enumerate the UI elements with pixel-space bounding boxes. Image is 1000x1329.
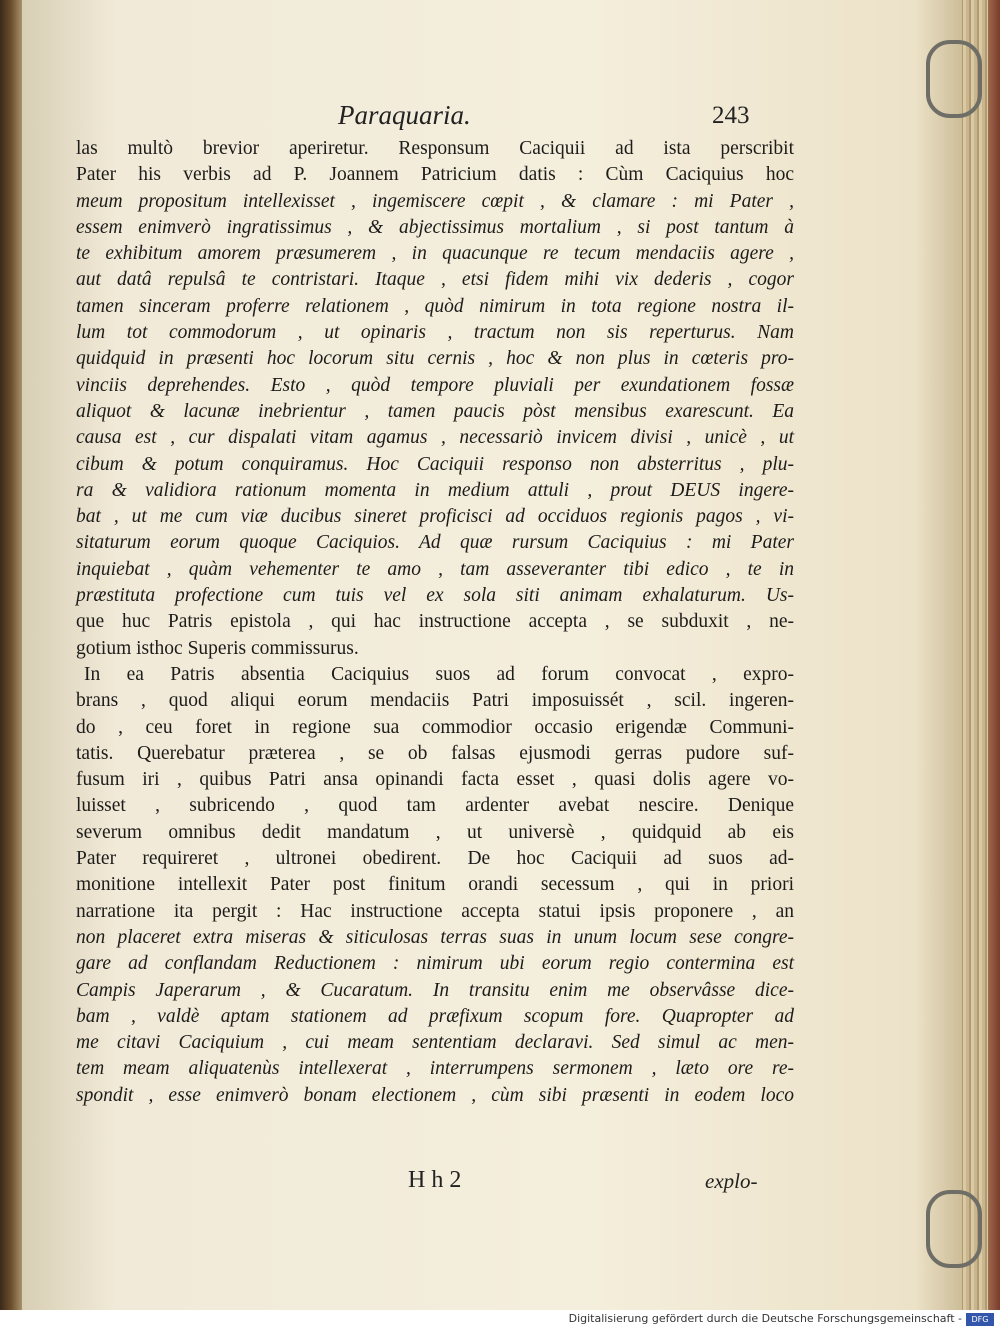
metal-clip-bottom — [926, 1190, 982, 1268]
text-line: tem meam aliquatenùs intellexerat , interrumpens sermonem , læto ore re- — [76, 1058, 794, 1080]
text-line: In ea Patris absentia Caciquius suos ad forum convocat , expro- — [84, 663, 794, 685]
text-line: aut datâ repulsâ te contristari. Itaque , etsi fidem mihi vix dederis , cogor — [76, 269, 794, 291]
text-line: inquiebat , quàm vehementer te amo , tam asseveranter tibi edico , te in — [76, 558, 794, 580]
book-cover-edge — [988, 0, 1000, 1310]
text-line: brans , quod aliqui eorum mendaciis Patri imposuissét , scil. ingeren- — [76, 690, 794, 712]
page-footer — [0, 1167, 1000, 1197]
text-line: te exhibitum amorem præsumerem , in quacunque re tecum mendaciis agere , — [76, 243, 794, 265]
text-line: Campis Japerarum , & Cucaratum. In transitu enim me observâsse dice- — [76, 979, 794, 1001]
text-line: severum omnibus dedit mandatum , ut universè , quidquid ab eis — [76, 821, 794, 843]
text-line: vinciis deprehendes. Esto , quòd tempore pluviali per exundationem fossæ — [76, 374, 794, 396]
text-line: tamen sinceram proferre relationem , quòd nimirum in tota regione nostra il- — [76, 295, 794, 317]
signature-mark: H h 2 — [408, 1167, 462, 1193]
text-line: non placeret extra miseras & siticulosas terras suas in unum locum sese congre- — [76, 926, 794, 948]
text-line: causa est , cur dispalati vitam agamus , necessariò invicem divisi , unicè , ut — [76, 427, 794, 449]
text-line: gare ad conflandam Reductionem : nimirum ubi eorum regio contermina est — [76, 953, 794, 975]
running-title: Paraquaria. — [338, 100, 471, 130]
page-number: 243 — [712, 102, 750, 129]
text-line: quidquid in præsenti hoc locorum situ cernis , hoc & non plus in cœteris pro- — [76, 348, 794, 370]
text-line: ra & validiora rationum momenta in medium attuli , prout DEUS ingere- — [76, 479, 794, 501]
text-line: Pater his verbis ad P. Joannem Patricium datis : Cùm Caciquius hoc — [76, 164, 794, 186]
digitization-footer — [0, 1310, 1000, 1329]
text-line: narratione ita pergit : Hac instructione accepta statui ipsis proponere , an — [76, 900, 794, 922]
body-text — [76, 136, 794, 1109]
text-line: bam , valdè aptam stationem ad præfixum scopum fore. Quapropter ad — [76, 1005, 794, 1027]
text-line: præstituta profectione cum tuis vel ex sola siti animam exhalaturum. Us- — [76, 585, 794, 607]
text-line: bat , ut me cum viæ ducibus sineret proficisci ad occiduos regionis pagos , vi- — [76, 506, 794, 528]
catchword: explo- — [705, 1169, 758, 1193]
text-line: tatis. Querebatur præterea , se ob falsas ejusmodi gerras pudore suf- — [76, 742, 794, 764]
text-line: gotium isthoc Superis commissurus. — [76, 637, 359, 659]
text-line: las multò brevior aperiretur. Responsum Caciquii ad ista perscribit — [76, 138, 794, 159]
text-line: meum propositum intellexisset , ingemiscere cœpit , & clamare : mi Pater , — [76, 190, 794, 212]
text-line: fusum iri , quibus Patri ansa opinandi facta esset , quasi dolis agere vo- — [76, 769, 794, 791]
text-line: monitione intellexit Pater post finitum orandi secessum , qui in priori — [76, 874, 794, 896]
text-line: luisset , subricendo , quod tam ardenter avebat nescire. Denique — [76, 795, 794, 817]
page-header — [0, 100, 1000, 134]
text-line: me citavi Caciquium , cui meam sententiam declaravi. Sed simul ac men- — [76, 1032, 794, 1054]
text-line: Pater requireret , ultronei obedirent. De hoc Caciquii ad suos ad- — [76, 848, 794, 870]
text-line: do , ceu foret in regione sua commodior occasio erigendæ Communi- — [76, 716, 794, 738]
book-spine — [0, 0, 22, 1310]
text-line: essem enimverò ingratissimus , & abjectissimus mortalium , si post tantum à — [76, 216, 794, 238]
text-line: aliquot & lacunæ inebrientur , tamen paucis pòst mensibus exarescunt. Ea — [76, 400, 794, 422]
text-line: cibum & potum conquiramus. Hoc Caciquii responso non absterritus , plu- — [76, 453, 794, 475]
text-line: spondit , esse enimverò bonam electionem , cùm sibi præsenti in eodem loco — [76, 1084, 794, 1106]
text-line: sitaturum eorum quoque Caciquios. Ad quæ rursum Caciquius : mi Pater — [76, 532, 794, 554]
dfg-logo-icon: DFG — [966, 1313, 994, 1326]
dfg-credit: Digitalisierung gefördert durch die Deutsche Forschungsgemeinschaft - — [568, 1312, 962, 1325]
text-line: que huc Patris epistola , qui hac instructione accepta , se subduxit , ne- — [76, 611, 794, 633]
text-line: lum tot commodorum , ut opinaris , tractum non sis reperturus. Nam — [76, 322, 794, 344]
